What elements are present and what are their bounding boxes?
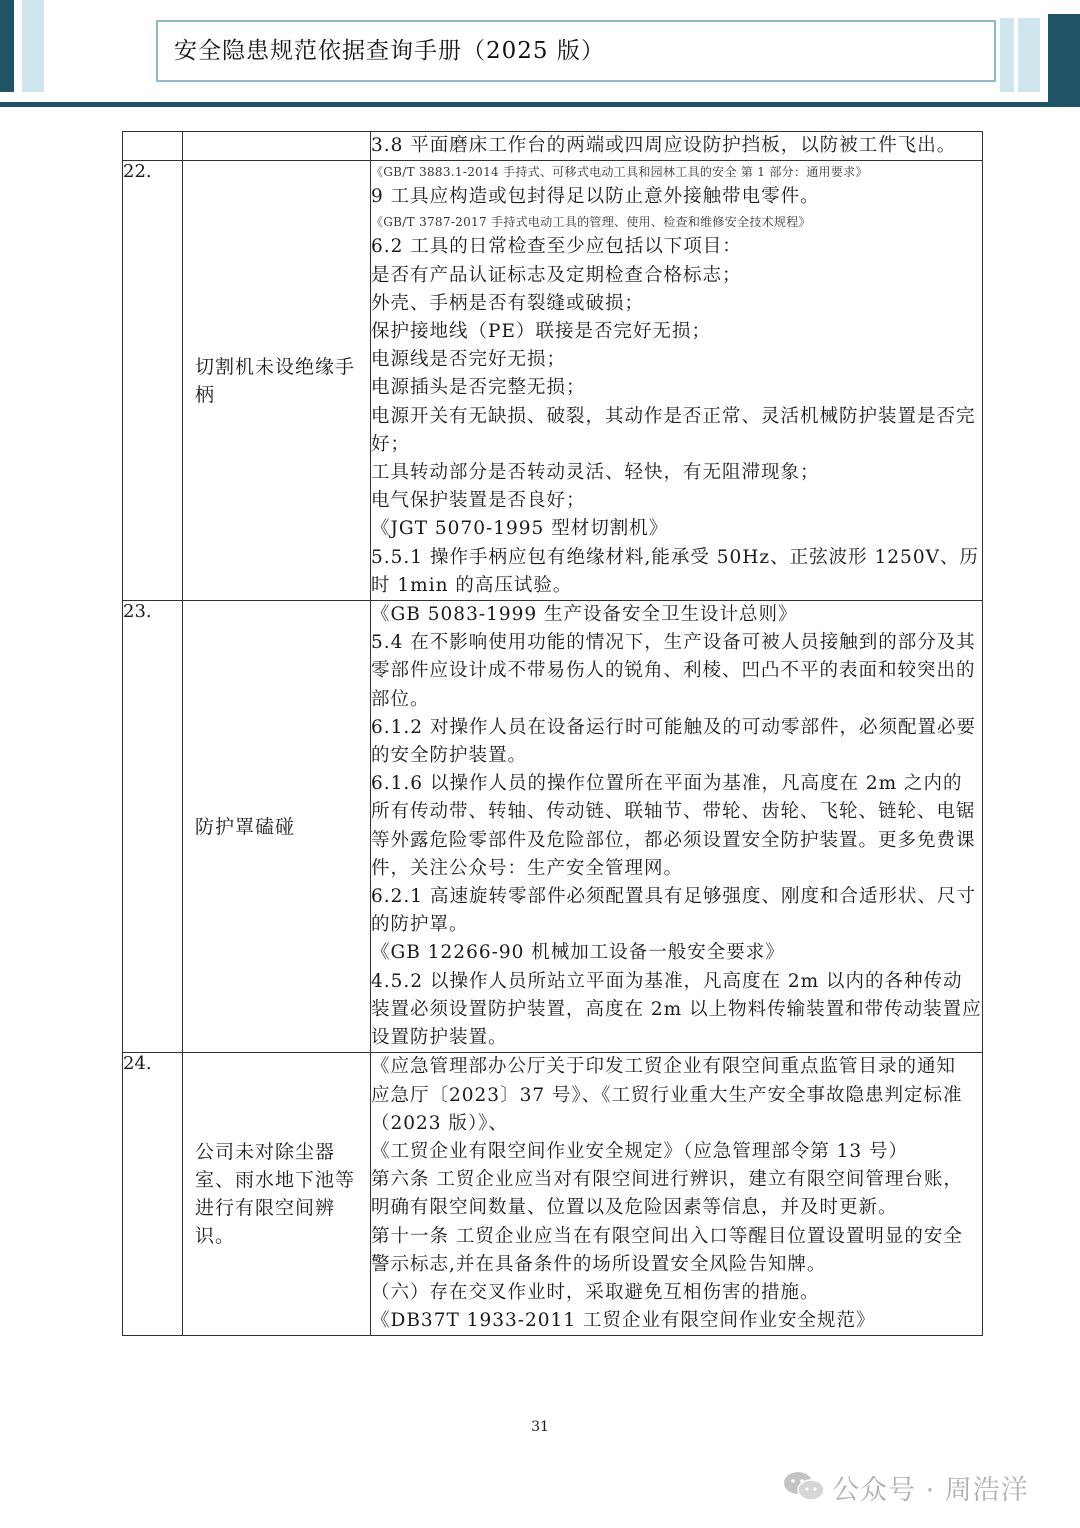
document-title: 安全隐患规范依据查询手册（2025 版）: [174, 38, 605, 64]
hazard-description: 防护罩磕碰: [195, 815, 296, 838]
basis-line: 3.8 平面磨床工作台的两端或四周应设防护挡板，以防被工件飞出。: [371, 135, 957, 156]
table-row: [123, 161, 983, 601]
hazard-description: 切割机未设绝缘手柄: [195, 355, 356, 406]
basis-line: 4.5.2 以操作人员所站立平面为基准，凡高度在 2m 以内的各种传动装置必须设置防护装置，高度在 2m 以上物料传输装置和带传动装置应设置防护装置。: [371, 970, 982, 1049]
standard-reference: 《GB/T 3787-2017 手持式电动工具的管理、使用、检查和维修安全技术规程》: [371, 215, 811, 230]
basis-line: 《GB 5083-1999 生产设备安全卫生设计总则》: [371, 604, 798, 626]
basis-line: 外壳、手柄是否有裂缝或破损；: [371, 292, 645, 314]
basis-line: 电源插头是否完整无损；: [371, 377, 586, 399]
basis-line: 《应急管理部办公厅关于印发工贸企业有限空间重点监管目录的通知 应急厅〔2023〕37 号》、《工贸行业重大生产安全事故隐患判定标准（2023 版）》、: [371, 1056, 963, 1134]
basis-cell: [371, 132, 983, 161]
basis-line: 《工贸企业有限空间作业安全规定》（应急管理部令第 13 号）: [371, 1140, 909, 1162]
page-number: 31: [531, 1419, 549, 1435]
basis-line: 电源开关有无缺损、破裂，其动作是否正常、灵活机械防护装置是否完好；: [371, 405, 976, 455]
wechat-icon: [782, 1470, 826, 1502]
basis-line: 工具转动部分是否转动灵活、轻快，有无阻滞现象；: [371, 462, 820, 484]
basis-line: 6.2.1 高速旋转零部件必须配置具有足够强度、刚度和合适形状、尺寸的防护罩。: [371, 886, 976, 936]
basis-line: 5.5.1 操作手柄应包有绝缘材料,能承受 50Hz、正弦波形 1250V、历时 1min 的高压试验。: [371, 546, 979, 596]
basis-line: 《DB37T 1933-2011 工贸企业有限空间作业安全规范》: [371, 1310, 876, 1332]
basis-cell: [371, 1053, 983, 1336]
basis-line: 《GB 12266-90 机械加工设备一般安全要求》: [371, 942, 785, 964]
header-rule: [0, 102, 1080, 107]
header-stripe: [1048, 14, 1080, 106]
basis-line: 保护接地线（PE）联接是否完好无损；: [371, 321, 711, 343]
hazard-cell: [183, 601, 371, 1053]
row-number: 23.: [123, 601, 183, 1053]
hazard-cell: [183, 161, 371, 601]
row-number: 24.: [123, 1053, 183, 1336]
table-row: [123, 1053, 983, 1336]
table-row: [123, 132, 983, 161]
basis-line: 是否有产品认证标志及定期检查合格标志；: [371, 264, 742, 286]
basis-line: 电气保护装置是否良好；: [371, 490, 586, 512]
hazard-cell: [183, 132, 371, 161]
basis-line: 第十一条 工贸企业应当在有限空间出入口等醒目位置设置明显的安全警示标志,并在具备条件的场所设置安全风险告知牌。: [371, 1225, 963, 1275]
basis-line: 9 工具应构造或包封得足以防止意外接触带电零件。: [371, 186, 820, 208]
row-number: 22.: [123, 161, 183, 601]
basis-line: 5.4 在不影响使用功能的情况下，生产设备可被人员接触到的部分及其零部件应设计成不带易伤人的锐角、利棱、凹凸不平的表面和较突出的部位。: [371, 632, 976, 710]
standard-reference: 《GB/T 3883.1-2014 手持式、可移式电动工具和园林工具的安全 第 1 部分：通用要求》: [371, 165, 868, 180]
basis-cell: [371, 161, 983, 601]
basis-line: 6.2 工具的日常检查至少应包括以下项目：: [371, 236, 742, 258]
header-stripe: [1000, 18, 1014, 92]
header-left-light-bar: [22, 0, 44, 92]
watermark: [782, 1466, 1052, 1506]
hazard-cell: [183, 1053, 371, 1336]
basis-line: （六）存在交叉作业时，采取避免互相伤害的措施。: [371, 1281, 820, 1303]
header-title-box: [156, 20, 996, 82]
table-row: [123, 601, 983, 1053]
basis-line: 6.1.6 以操作人员的操作位置所在平面为基准，凡高度在 2m 之内的所有传动带、转轴、传动链、联轴节、带轮、齿轮、飞轮、链轮、电锯等外露危险零部件及危险部位，都必须设置安全防护装置。更多免费课件，关注公众号：生产安全管理网。: [371, 773, 976, 879]
basis-line: 电源线是否完好无损；: [371, 349, 567, 371]
basis-line: 6.1.2 对操作人员在设备运行时可能触及的可动零部件，必须配置必要的安全防护装置。: [371, 716, 976, 767]
basis-cell: [371, 601, 983, 1053]
basis-line: 《JGT 5070-1995 型材切割机》: [371, 518, 669, 540]
header-stripe: [1018, 18, 1040, 92]
row-number: [123, 132, 183, 161]
basis-line: 第六条 工贸企业应当对有限空间进行辨识，建立有限空间管理台账，明确有限空间数量、位置以及危险因素等信息，并及时更新。: [371, 1169, 963, 1219]
hazard-description: 公司未对除尘器室、雨水地下池等进行有限空间辨识。: [195, 1141, 356, 1248]
header-left-dark-bar: [0, 0, 14, 92]
hazard-basis-table: [122, 131, 983, 1336]
watermark-text: 公众号 · 周浩洋: [832, 1475, 1029, 1506]
